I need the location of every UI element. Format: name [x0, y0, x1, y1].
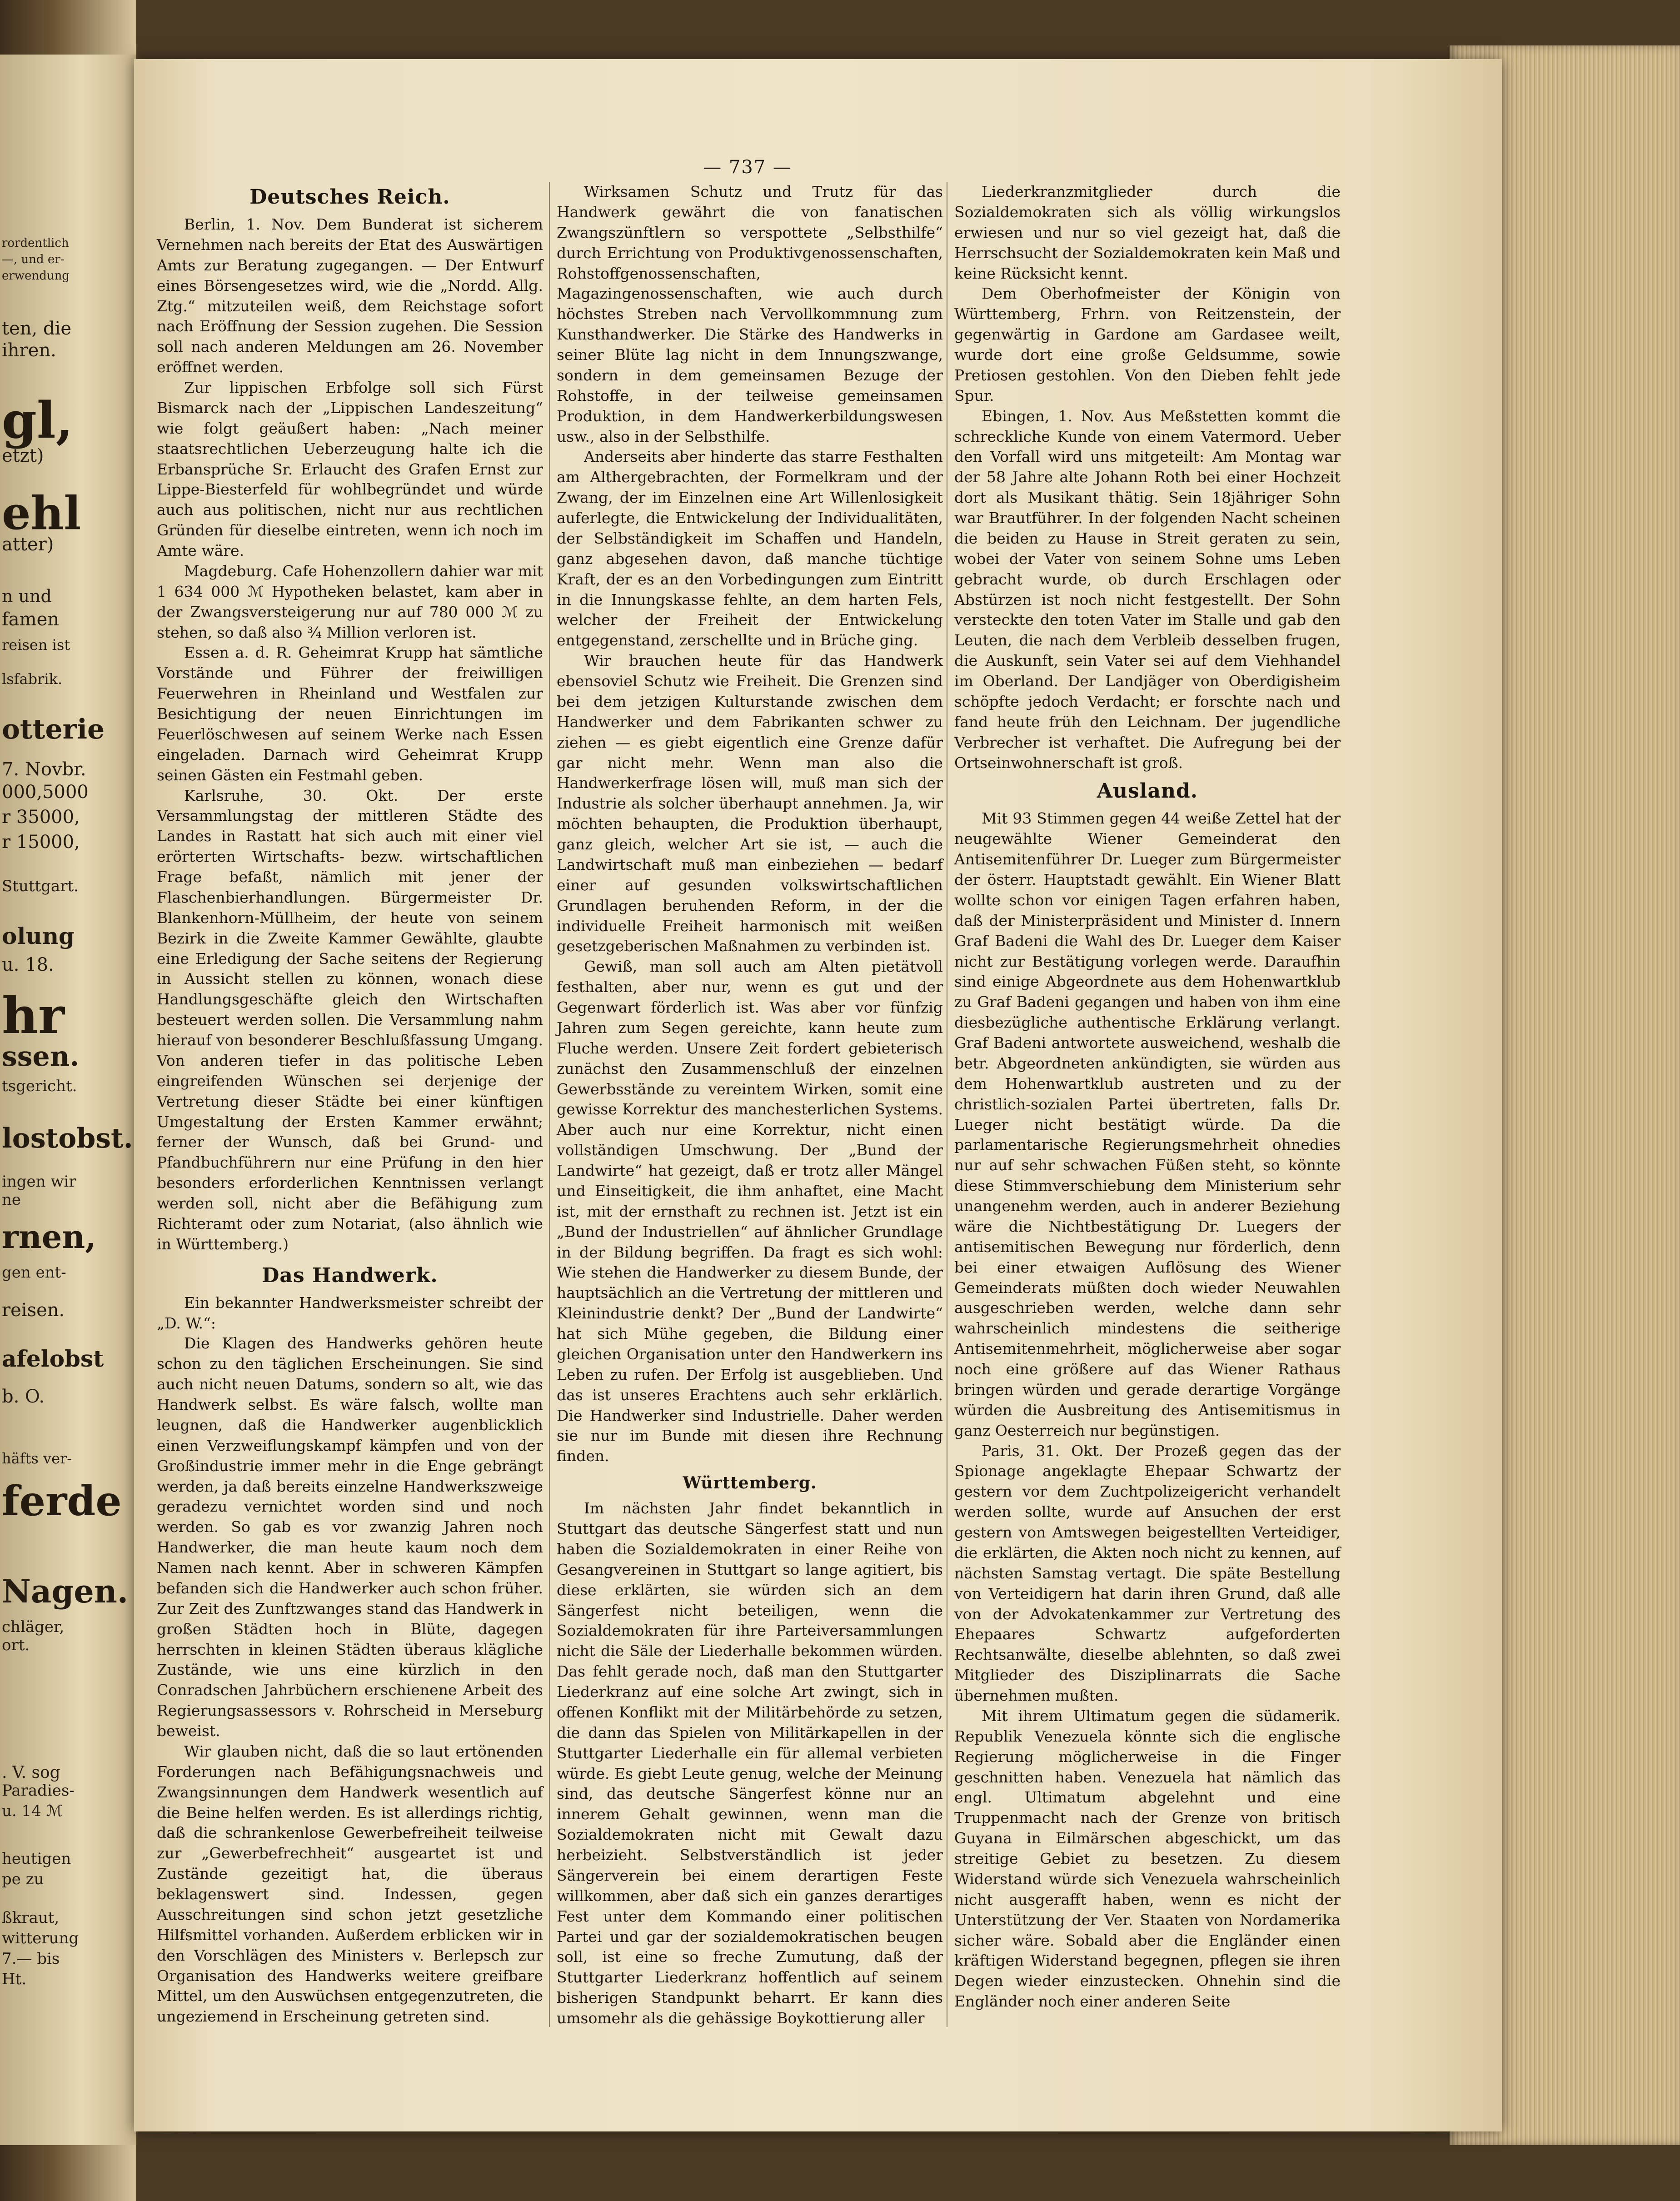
paragraph: Mit 93 Stimmen gegen 44 weiße Zettel hat der neugewählte Wiener Gemeinderat den Antisemitenführer Dr. Lueger zum Bürgermeister der österr. Hauptstadt gewählt. Ein Wiener Blatt wollte schon vor einigen Tagen erfahren haben, daß der Ministerpräsident und Minister d. Innern Graf Badeni die Wahl des Dr. Lueger dem Kaiser nicht zur Bestätigung vorlegen werde. Daraufhin sind einige Abgeordnete aus dem Hohenwartklub zu Graf Badeni gegangen und haben von ihm eine diesbezügliche authentische Erklärung verlangt. Graf Badeni antwortete ausweichend, weshalb die betr. Abgeordneten ankündigten, sie würden aus dem Hohenwartklub austreten und zu der christlich-sozialen Partei übertreten, falls Dr. Lueger nicht bestätigt würde. Da die parlamentarische Regierungsmehrheit ohnedies nur auf sehr schwachen Füßen steht, so könnte diese Stimmverschiebung dem Ministerium sehr unangenehm werden, auch in anderer Beziehung wäre die Nichtbestätigung Dr. Luegers der antisemitischen Bewegung nur förderlich, denn bei einer etwaigen Auflösung des Wiener Gemeinderats müßten doch wieder Neuwahlen ausgeschrieben werden, welche dann sehr wahrscheinlich mindestens die seitherige Antisemitenmehrheit, möglicherweise aber sogar noch eine größere auf das Wiener Rathaus bringen würden und gerade derartige Vorgänge würden die Ausbreitung des Antisemitismus in ganz Oesterreich nur begünstigen. [954, 809, 1341, 1439]
facing-page-text: —, und er- [2, 253, 65, 266]
facing-page-text: häfts ver- [2, 1450, 72, 1467]
facing-page-text: r 15000, [2, 832, 80, 853]
facing-page-text: otterie [2, 714, 105, 745]
paragraph: Zur lippischen Erbfolge soll sich Fürst Bismarck nach der „Lippischen Landeszeitung“ wie folgt geäußert haben: „Nach meiner staatsrechtlichen Ueberzeugung halte ich die Erbansprüche Sr. Erlaucht des Grafen Ernst zur Lippe-Biesterfeld für wohlbegründet und würde auch aus politischen, nicht nur aus rechtlichen Gründen für dieselbe eintreten, wenn ich noch im Amte wäre. [157, 379, 543, 559]
facing-page-text: b. O. [2, 1386, 45, 1407]
facing-page-text: ne [2, 1191, 21, 1209]
paragraph: Wir brauchen heute für das Handwerk ebensoviel Schutz wie Freiheit. Die Grenzen sind bei dem jetzigen Kulturstande zwischen dem Handwerker und dem Fabrikanten schwer zu ziehen — es giebt eigentlich eine Grenze dafür gar nicht mehr. Wenn man also die Handwerkerfrage lösen will, muß man sich der Industrie als solcher überhaupt annehmen. Ja, wir möchten behaupten, die Produktion überhaupt, ganz gleich, welcher Art sie ist, — auch die Landwirtschaft muß man einbeziehen — bedarf einer auf gesunden volkswirtschaftlichen Grundlagen beruhenden Reform, in der die individuelle Freiheit harmonisch mit weißen gesetzgeberischen Maßnahmen zu verbinden ist. [557, 652, 943, 955]
facing-page-text: ferde [2, 1477, 122, 1525]
section-heading: Ausland. [1097, 779, 1198, 803]
facing-page-text: reisen ist [2, 636, 70, 654]
paragraph: Berlin, 1. Nov. Dem Bunderat ist sicherem Vernehmen nach bereits der Etat des Auswärtigen Amts zur Beratung zugegangen. — Der Entwurf eines Börsengesetzes wird, wie die „Nordd. Allg. Ztg.“ mitzuteilen weiß, dem Reichstage sofort nach Eröffnung der Session zugehen. Die Session soll nach anderen Meldungen am 26. November eröffnet werden. [157, 215, 543, 376]
facing-page-text: r 35000, [2, 807, 80, 828]
paragraph: Wirksamen Schutz und Trutz für das Handwerk gewährt die von fanatischen Zwangszünftlern so verspottete „Selbsthilfe“ durch Errichtung von Produktivgenossenschaften, Rohstoffgenossenschaften, Magazingenossenschaften, wie auch durch höchstes Streben nach Vervollkommnung zum Kunsthandwerker. Die Stärke des Handwerks in seiner Blüte lag nicht in dem Innungszwange, sondern in dem gemeinsamen Bezuge der Rohstoffe, in der teilweise gemeinsamen Produktion, in dem Handwerkerbildungswesen usw., also in der Selbsthilfe. [557, 183, 943, 445]
paragraph: Essen a. d. R. Geheimrat Krupp hat sämtliche Vorstände und Führer der freiwilligen Feuerwehren in Rheinland und Westfalen zur Besichtigung der neuen Einrichtungen im Feuerlöschwesen auf seinem Werke nach Essen eingeladen. Darnach wird Geheimrat Krupp seinen Gästen ein Festmahl geben. [157, 644, 543, 784]
article-body [157, 1293, 543, 2027]
facing-page-text: erwendung [2, 269, 70, 283]
facing-page-fragment [0, 55, 136, 2145]
paragraph: Im nächsten Jahr findet bekanntlich in Stuttgart das deutsche Sängerfest statt und nun haben die Sozialdemokraten in einer Reihe von Gesangvereinen in Stuttgart so lange agitiert, bis diese erklärten, sie würden sich an dem Sängerfest nicht beteiligen, wenn die Sozialdemokraten für ihre Parteiversammlungen nicht die Säle der Liederhalle bekommen würden. Das fehlt gerade noch, daß man den Stuttgarter Liederkranz auf eine solche Art zwingt, sich in offenen Konflikt mit der Militärbehörde zu setzen, die dann das Spielen von Militärkapellen in der Stuttgarter Liederhalle ein für allemal verbieten würde. Es giebt Leute genug, welche der Meinung sind, das deutsche Sängerfest könne nur an innerem Gehalt gewinnen, wenn man die Sozialdemokraten nicht mit Gewalt dazu herbeizieht. Selbstverständlich ist jeder Sängerverein bei einem derartigen Feste willkommen, aber daß sich ein ganzes derartiges Fest unter dem Kommando einer politischen Partei und gar der sozialdemokratischen beugen soll, ist eine so freche Zumutung, daß der Stuttgarter Liederkranz hoffentlich auf seinem bisherigen Standpunkt beharrt. Er kann dies umsomehr als die gehässige Boykottierung aller [557, 1499, 943, 2027]
facing-page-text: gen ent- [2, 1263, 66, 1282]
section-heading: Deutsches Reich. [249, 185, 450, 209]
paragraph: Ein bekannter Handwerksmeister schreibt der „D. W.“: [157, 1293, 543, 1332]
facing-page-text: tsgericht. [2, 1077, 77, 1095]
paragraph: Paris, 31. Okt. Der Prozeß gegen das der Spionage angeklagte Ehepaar Schwartz der gestern vor dem Zuchtpolizeigericht verhandelt werden sollte, wurde auf Ansuchen der erst gestern von Amtswegen beigestellten Verteidiger, die erklärten, die Akten noch nicht zu kennen, auf nächsten Samstag vertagt. Die späte Bestellung von Verteidigern hat darin ihren Grund, daß alle von der Advokatenkammer zur Vertretung des Ehepaares Schwartz aufgeforderten Rechtsanwälte, dieselbe ablehnten, so daß zwei Mitglieder des Disziplinarrats die Sache übernehmen mußten. [954, 1442, 1341, 1704]
article-body [557, 1498, 943, 2029]
facing-page-text: . V. sog [2, 1763, 60, 1782]
facing-page-text: heutigen [2, 1850, 71, 1868]
facing-page-text: Stuttgart. [2, 877, 79, 895]
facing-page-text: Ht. [2, 1970, 27, 1988]
facing-page-text: Nagen. [2, 1572, 129, 1610]
column-3 [954, 182, 1341, 2012]
paragraph: Liederkranzmitglieder durch die Sozialdemokraten sich als völlig wirkungslos erwiesen und nur so viel gezeigt hat, daß die Herrschsucht der Sozialdemokraten kein Maß und keine Rücksicht kennt. [954, 183, 1341, 282]
paragraph: Anderseits aber hinderte das starre Festhalten am Althergebrachten, der Formelkram und der Zwang, der im Einzelnen eine Art Willenlosigkeit auferlegte, die Entwickelung der Individualitäten, der Selbständigkeit im Schaffen und Handeln, ganz abgesehen davon, daß manche tüchtige Kraft, der es an den Vorbedingungen zum Eintritt in die Innungskasse fehlte, an dem harten Fels, welcher der Freiheit der Entwickelung entgegenstand, zerschellte und in Brüche ging. [557, 448, 943, 649]
paragraph: Gewiß, man soll auch am Alten pietätvoll festhalten, aber nur, wenn es gut und der Gegenwart förderlich ist. Was aber vor fünfzig Jahren zum Segen gereichte, kann heute zum Fluche werden. Unsere Zeit fordert gebieterisch zunächst den Zusammenschluß der einzelnen Gewerbsstände zu vereintem Wirken, somit eine gewisse Korrektur des manchesterlichen Systems. Aber auch nur eine Korrektur, nicht einen vollständigen Umschwung. Der „Bund der Landwirte“ hat gezeigt, daß er trotz aller Mängel und Einseitigkeit, die ihm anhaftet, eine Macht ist, mit der ernsthaft zu rechnen ist. Jetzt ist ein „Bund der Industriellen“ auf ähnlicher Grundlage in der Bildung begriffen. Da fragt es sich wohl: Wie stehen die Handwerker zu diesem Bunde, der hauptsächlich an die Vertretung der mittleren und Kleinindustrie denkt? Der „Bund der Landwirte“ hat sich Mühe gegeben, die Bildung einer gleichen Organisation unter den Handwerkern ins Leben zu rufen. Der Erfolg ist ausgeblieben. Und das ist unseres Erachtens auch sehr erklärlich. Die Handwerker sind Industrielle. Daher werden sie nur im Bunde mit diesen ihre Rechnung finden. [557, 958, 943, 1465]
facing-page-text: 7.— bis [2, 1950, 60, 1968]
facing-page-text: etzt) [2, 445, 44, 466]
facing-page-text: n und [2, 586, 52, 606]
facing-page-text: afelobst [2, 1345, 104, 1372]
facing-page-text: Paradies- [2, 1782, 75, 1800]
column-2 [557, 182, 943, 2029]
paragraph: Mit ihrem Ultimatum gegen die südamerik. Republik Venezuela könnte sich die englische Regierung möglicherweise in die Finger geschnitten haben. Venezuela hat nämlich das engl. Ultimatum abgelehnt und eine Truppenmacht nach der Grenze von britisch Guyana in Eilmärschen abgeschickt, um das streitige Gebiet zu besetzen. Zu diesem Widerstand würde sich Venezuela wahrscheinlich nicht ausgerafft haben, wenn es nicht der Unterstützung der Ver. Staaten von Nordamerika sicher wäre. Sobald aber die Engländer einen kräftigen Widerstand begegnen, pflegen sie ihren Degen wieder einzustecken. Ohnehin sind die Engländer noch einer anderen Seite [954, 1707, 1341, 2011]
facing-page-text: lostobst. [2, 1123, 133, 1154]
facing-page-text: u. 14 ℳ [2, 1802, 63, 1820]
facing-page-text: u. 18. [2, 954, 54, 975]
facing-page-text: reisen. [2, 1300, 65, 1321]
facing-page-text: olung [2, 923, 75, 949]
facing-page-text: ßkraut, [2, 1909, 60, 1927]
facing-page-text: chläger, [2, 1618, 65, 1636]
paragraph: Karlsruhe, 30. Okt. Der erste Versammlungstag der mittleren Städte des Landes in Rastatt hat sich auch mit einer viel erörterten Wirtschafts- bezw. wirtschaftlichen Frage befaßt, nämlich mit jener der Flaschenbierhandlungen. Bürgermeister Dr. Blankenhorn-Müllheim, der heute von seinem Bezirk in die Zweite Kammer Gewählte, glaubte eine Erledigung der Sache seitens der Regierung in Aussicht stellen zu können, wonach diese Handlungsgeschäfte gleich den Wirtschaften besteuert werden sollen. Die Versammlung nahm hierauf von besonderer Beschlußfassung Umgang. Von anderen tiefer in das politische Leben eingreifenden Wünschen sei derjenige der Vertretung dieser Städte bei einer künftigen Umgestaltung der Ersten Kammer erwähnt; ferner der Wunsch, daß bei Grund- und Pfandbuchführern nur eine Prüfung in den hier besonders erforderlichen Kenntnissen verlangt werden soll, nicht aber die Befähigung zum Richteramt oder zum Notariat, (also ähnlich wie in Württemberg.) [157, 786, 543, 1253]
facing-page-text: ten, die [2, 318, 72, 339]
facing-page-text: pe zu [2, 1870, 44, 1888]
column-1 [157, 182, 543, 2027]
facing-page-text: lsfabrik. [2, 670, 63, 688]
facing-page-text: witterung [2, 1929, 79, 1947]
paragraph: Dem Oberhofmeister der Königin von Württemberg, Frhrn. von Reitzenstein, der gegenwärtig in Gardone am Gardasee weilt, wurde dort eine große Geldsumme, sowie Pretiosen gestohlen. Von den Dieben fehlt jede Spur. [954, 284, 1341, 404]
facing-page-text: 7. Novbr. [2, 759, 86, 780]
article-body [954, 809, 1341, 2012]
section-heading: Das Handwerk. [262, 1263, 438, 1287]
facing-page-text: atter) [2, 534, 54, 555]
facing-page-text: ssen. [2, 1041, 80, 1073]
page-number: — 737 — [703, 157, 792, 178]
facing-page-text: famen [2, 609, 60, 630]
facing-page-text: ort. [2, 1636, 30, 1654]
facing-page-text: rordentlich [2, 236, 69, 250]
facing-page-text: rnen, [2, 1218, 96, 1256]
paragraph: Wir glauben nicht, daß die so laut ertönenden Forderungen nach Befähigungsnachweis und Zwangsinnungen dem Handwerk wesentlich auf die Beine helfen werden. Es ist allerdings richtig, daß die schrankenlose Gewerbefreiheit teilweise zur „Gewerbefrechheit“ ausgeartet ist und Zustände gezeitigt hat, die überaus beklagenswert sind. Indessen, gegen Ausschreitungen sind schon jetzt gesetzliche Hilfsmittel vorhanden. Außerdem erblicken wir in den Vorschlägen des Ministers v. Berlepsch zur Organisation des Handwerks weitere greifbare Mittel, um den Auswüchsen entgegenzutreten, die ungeziemend in Erscheinung getreten sind. [157, 1742, 543, 2026]
paragraph: Ebingen, 1. Nov. Aus Meßstetten kommt die schreckliche Kunde von einem Vatermord. Ueber den Vorfall wird uns mitgeteilt: Am Montag war der 58 Jahre alte Johann Roth bei einer Hochzeit dort als Musikant thätig. Sein 18jähriger Sohn war Brautführer. In der folgenden Nacht scheinen die beiden zu Hause in Streit geraten zu sein, wobei der Vater von seinem Sohne ums Leben gebracht wurde, ob durch Erschlagen oder Abstürzen ist noch nicht festgestellt. Der Sohn versteckte den toten Vater im Stalle und gab den Leuten, die nach dem Verbleib desselben frugen, die Auskunft, sein Vater sei auf dem Viehhandel im Oberland. Der Landjäger von Oberdigisheim schöpfte jedoch Verdacht; er forschte nach und fand heute früh den Leichnam. Der jugendliche Verbrecher ist verhaftet. Die Aufregung bei der Ortseinwohnerschaft ist groß. [954, 407, 1341, 772]
facing-page-text: ingen wir [2, 1173, 76, 1191]
facing-page-text: 000,5000 [2, 782, 89, 803]
article-body [557, 182, 943, 1467]
section-heading: Württemberg. [683, 1473, 817, 1493]
paragraph: Die Klagen des Handwerks gehören heute schon zu den täglichen Erscheinungen. Sie sind auch nicht neuen Datums, sondern so alt, wie das Handwerk selbst. Es wäre falsch, wollte man leugnen, daß die Handwerker augenblicklich einen Verzweiflungskampf kämpfen und von der Großindustrie immer mehr in die Enge gebrängt werden, ja daß bereits einzelne Handwerkszweige geradezu vernichtet worden sind und noch werden. So gab es vor zwanzig Jahren noch Handwerker, die man heute kaum noch dem Namen nach kennt. Aber in schweren Kämpfen befanden sich die Handwerker auch schon früher. Zur Zeit des Zunftzwanges stand das Handwerk in großen Städten hoch in Blüte, dagegen herrschten in kleinen Städten überaus klägliche Zustände, wie uns eine kürzlich in den Conradschen Jahrbüchern erschienene Arbeit des Regierungsassessors v. Rohrscheid in Merseburg beweist. [157, 1334, 543, 1740]
paragraph: Magdeburg. Cafe Hohenzollern dahier war mit 1 634 000 ℳ Hypotheken belastet, kam aber in der Zwangsversteigerung nur auf 780 000 ℳ zu stehen, so daß also ¾ Million verloren ist. [157, 562, 543, 641]
facing-page-text: hr [2, 986, 65, 1045]
article-body [954, 182, 1341, 773]
column-rule [549, 182, 550, 2027]
facing-page-text: gl, [2, 391, 73, 449]
facing-page-text: ehl [2, 486, 81, 540]
facing-page-text: ihren. [2, 340, 56, 361]
article-body [157, 215, 543, 1255]
